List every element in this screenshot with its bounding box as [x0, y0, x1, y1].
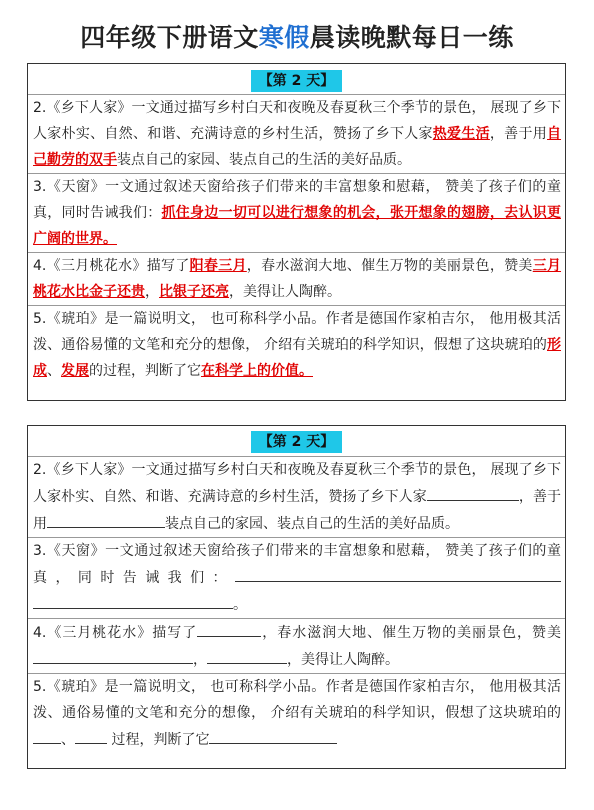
fill-blank[interactable] [33, 646, 193, 664]
answer-text: 热爱生活 [432, 126, 490, 142]
fill-blank[interactable] [33, 591, 233, 609]
fill-blank[interactable] [235, 564, 561, 582]
answer-text: 抓住身边一切可以进行想象的机会，张开想象的翅膀，去认识更广阔的世界。 [33, 205, 561, 247]
fill-blank[interactable] [197, 619, 261, 637]
practice-q3: 3.《天窗》一文通过叙述天窗给孩子们带来的丰富想象和慰藉， 赞美了孩子们的童真，同时告诫我们：。 [28, 537, 565, 618]
answer-text: 形成 [33, 337, 561, 379]
page-title: 四年级下册语文寒假晨读晚默每日一练 [80, 23, 514, 52]
answer-q4: 4.《三月桃花水》描写了阳春三月，春水滋润大地、催生万物的美丽景色，赞美三月桃花水比金子还贵，比银子还亮，美得让人陶醉。 [28, 252, 565, 305]
answer-text: 阳春三月 [189, 258, 247, 274]
answer-q5: 5.《琥珀》是一篇说明文， 也可称科学小品。作者是德国作家柏吉尔， 他用极其活泼、通俗易懂的文笔和充分的想像， 介绍有关琥珀的科学知识，假想了这块琥珀的形成、发展的过程，判断了它在科学上的价值。 [28, 305, 565, 384]
practice-q4: 4.《三月桃花水》描写了 ，春水滋润大地、催生万物的美丽景色，赞美， ，美得让人陶醉。 [28, 618, 565, 673]
answer-text: 在科学上的价值。 [201, 363, 313, 379]
fill-blank[interactable] [209, 726, 337, 744]
answer-panel [27, 63, 566, 401]
practice-q5: 5.《琥珀》是一篇说明文， 也可称科学小品。作者是德国作家柏吉尔， 他用极其活泼、通俗易懂的文笔和充分的想像， 介绍有关琥珀的科学知识，假想了这块琥珀的、 过程，判断了它 [28, 673, 565, 753]
fill-blank[interactable] [75, 726, 107, 744]
answer-text: 三月桃花水比金子还贵 [33, 258, 562, 300]
title-highlight: 寒假 [258, 23, 310, 52]
fill-blank[interactable] [427, 483, 519, 501]
practice-q2: 2.《乡下人家》一文通过描写乡村白天和夜晚及春夏秋三个季节的景色， 展现了乡下人家朴实、自然、和谐、充满诗意的乡村生活，赞扬了乡下人家 ，善于用 装点自己的家园、装点自己的生活的美好品质。 [28, 456, 565, 537]
answer-text: 比银子还亮 [159, 284, 229, 300]
answer-q3: 3.《天窗》一文通过叙述天窗给孩子们带来的丰富想象和慰藉， 赞美了孩子们的童真，同时告诫我们：抓住身边一切可以进行想象的机会，张开想象的翅膀，去认识更广阔的世界。 [28, 173, 565, 252]
fill-blank[interactable] [207, 646, 287, 664]
day-badge: 【第 2 天】 [251, 431, 343, 453]
answer-q2: 2.《乡下人家》一文通过描写乡村白天和夜晚及春夏秋三个季节的景色， 展现了乡下人家朴实、自然、和谐、充满诗意的乡村生活，赞扬了乡下人家热爱生活，善于用自己勤劳的双手装点自己的家园、装点自己的生活的美好品质。 [28, 94, 565, 173]
answer-text: 自己勤劳的双手 [33, 126, 562, 168]
practice-panel [27, 425, 566, 769]
answer-text: 发展 [61, 363, 89, 379]
fill-blank[interactable] [33, 726, 61, 744]
fill-blank[interactable] [47, 510, 165, 528]
day-badge: 【第 2 天】 [251, 70, 343, 92]
